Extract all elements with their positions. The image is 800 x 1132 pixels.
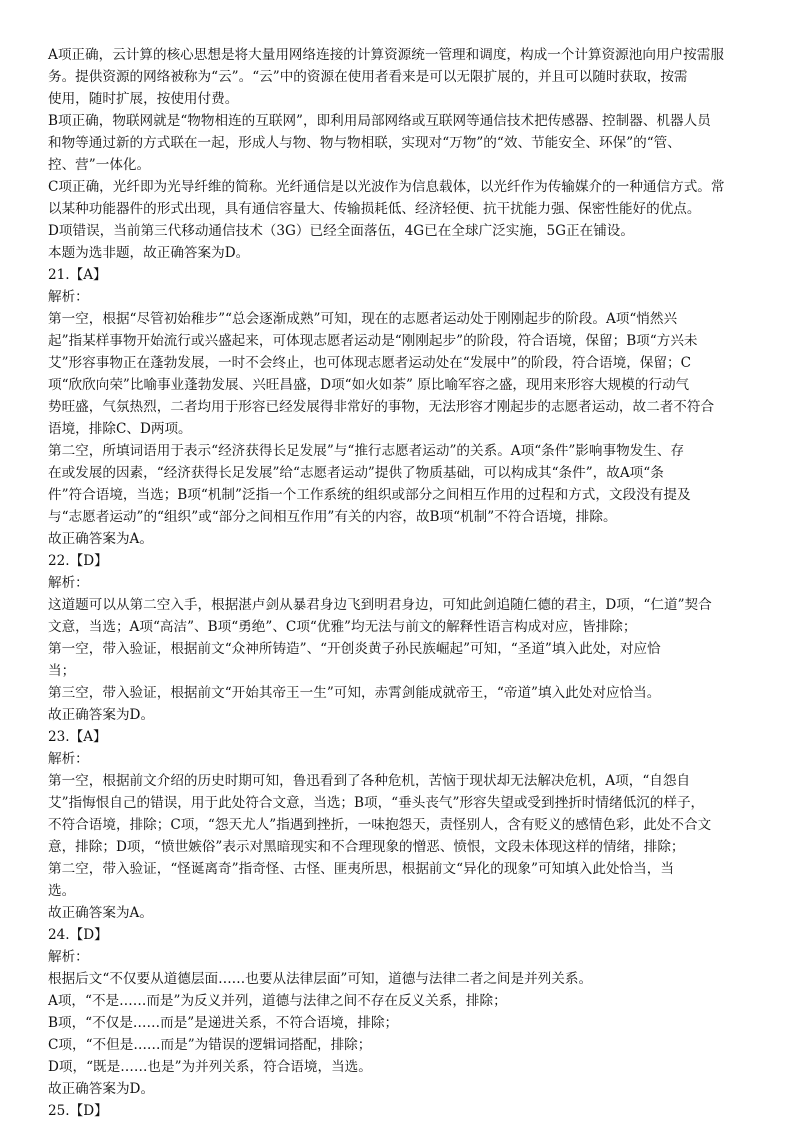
text-line: 第二空，带入验证，“怪诞离奇”指奇怪、古怪、匪夷所思，根据前文“异化的现象”可知填入此处恰当，当 bbox=[48, 861, 674, 877]
text-line: 24.【D】 bbox=[48, 927, 108, 943]
text-line: 23.【A】 bbox=[48, 729, 107, 745]
text-line: 25.【D】 bbox=[48, 1103, 108, 1119]
text-line: 起”指某样事物开始流行或兴盛起来，可体现志愿者运动是“刚刚起步”的阶段，符合语境，保留；B项“方兴未 bbox=[48, 333, 698, 349]
text-line: 本题为选非题，故正确答案为D。 bbox=[48, 245, 250, 261]
text-line: 第二空，所填词语用于表示“经济获得长足发展”与“推行志愿者运动”的关系。A项“条件”影响事物发生、存 bbox=[48, 443, 685, 459]
text-line: B项，“不仅是……而是”是递进关系，不符合语境，排除； bbox=[48, 1015, 399, 1031]
text-line: 件”符合语境，当选；B项“机制”泛指一个工作系统的组织或部分之间相互作用的过程和方式，文段没有提及 bbox=[48, 487, 691, 503]
text-line: 在或发展的因素，“经济获得长足发展”给“志愿者运动”提供了物质基础，可以构成其“条件”，故A项“条 bbox=[48, 465, 664, 481]
text-line: 第一空，根据“尽管初始稚步”“总会逐渐成熟”可知，现在的志愿者运动处于刚刚起步的阶段。A项“悄然兴 bbox=[48, 311, 678, 327]
text-line: C项，“不但是……而是”为错误的逻辑词搭配，排除； bbox=[48, 1037, 372, 1053]
text-line: 语境，排除C、D两项。 bbox=[48, 421, 192, 437]
text-line: 势旺盛，气氛热烈，二者均用于形容已经发展得非常好的事物，无法形容才刚起步的志愿者运动，故二者不符合 bbox=[48, 399, 715, 415]
text-line: A项，“不是……而是”为反义并列，道德与法律之间不存在反义关系，排除； bbox=[48, 993, 507, 1009]
text-line: 22.【D】 bbox=[48, 553, 108, 569]
text-line: 项“欣欣向荣”比喻事业蓬勃发展、兴旺昌盛，D项“如火如荼” 原比喻军容之盛，现用来形容大规模的行动气 bbox=[48, 377, 690, 393]
text-line: 控、营”一体化。 bbox=[48, 157, 151, 173]
text-line: 不符合语境，排除；C项，“怨天尤人”指遇到挫折，一味抱怨天，责怪别人，含有贬义的感情色彩，此处不合文 bbox=[48, 817, 712, 833]
text-line: C项正确，光纤即为光导纤维的简称。光纤通信是以光波作为信息载体，以光纤作为传输媒介的一种通信方式。常 bbox=[48, 179, 725, 195]
text-line: 第一空，根据前文介绍的历史时期可知，鲁迅看到了各种危机，苦恼于现状却无法解决危机，A项，“自怨自 bbox=[48, 773, 691, 789]
text-line: 解析： bbox=[48, 949, 89, 965]
text-line: 使用，随时扩展，按使用付费。 bbox=[48, 91, 239, 107]
text-line: 解析： bbox=[48, 575, 89, 591]
text-line: 与“志愿者运动”的“组织”或“部分之间相互作用”有关的内容，故B项“机制”不符合语境，排除。 bbox=[48, 509, 617, 525]
text-line: 艾”指悔恨自己的错误，用于此处符合文意，当选；B项，“垂头丧气”形容失望或受到挫折时情绪低沉的样子， bbox=[48, 795, 705, 811]
text-line: 根据后文“不仅要从道德层面……也要从法律层面”可知，道德与法律二者之间是并列关系。 bbox=[48, 971, 593, 987]
text-line: 故正确答案为D。 bbox=[48, 707, 155, 723]
text-line: A项正确，云计算的核心思想是将大量用网络连接的计算资源统一管理和调度，构成一个计算资源池向用户按需服 bbox=[48, 47, 724, 63]
text-line: D项错误，当前第三代移动通信技术（3G）已经全面落伍，4G已在全球广泛实施，5G正在铺设。 bbox=[48, 223, 634, 239]
text-line: 解析： bbox=[48, 751, 89, 767]
text-line: 故正确答案为A。 bbox=[48, 531, 153, 547]
text-line: 以某种功能器件的形式出现，具有通信容量大、传输损耗低、经济轻便、抗干扰能力强、保密性能好的优点。 bbox=[48, 201, 701, 217]
text-line: 文意，当选；A项“高洁”、B项“勇绝”、C项“优雅”均无法与前文的解释性语言构成对应，皆排除； bbox=[48, 619, 637, 635]
text-line: 解析： bbox=[48, 289, 89, 305]
text-line: 意，排除；D项，“愤世嫉俗”表示对黑暗现实和不合理现象的憎恶、愤恨，文段未体现这样的情绪，排除； bbox=[48, 839, 685, 855]
text-line: 故正确答案为D。 bbox=[48, 1081, 155, 1097]
text-line: 第一空，带入验证，根据前文“众神所铸造”、“开创炎黄子孙民族崛起”可知，“圣道”填入此处，对应恰 bbox=[48, 641, 661, 657]
text-line: 艾”形容事物正在蓬勃发展，一时不会终止，也可体现志愿者运动处在“发展中”的阶段，符合语境，保留；C bbox=[48, 355, 691, 371]
text-line: 选。 bbox=[48, 883, 76, 899]
text-line: 第三空，带入验证，根据前文“开始其帝王一生”可知，赤霄剑能成就帝王，“帝道”填入此处对应恰当。 bbox=[48, 685, 661, 701]
text-line: D项，“既是……也是”为并列关系，符合语境，当选。 bbox=[48, 1059, 372, 1075]
text-line: 和物等通过新的方式联在一起，形成人与物、物与物相联，实现对“万物”的“效、节能安全、环保”的“管、 bbox=[48, 135, 681, 151]
text-line: 务。提供资源的网络被称为“云”。“云”中的资源在使用者看来是可以无限扩展的，并且可以随时获取，按需 bbox=[48, 69, 688, 85]
text-line: 21.【A】 bbox=[48, 267, 107, 283]
text-line: B项正确，物联网就是“物物相连的互联网”，即利用局部网络或互联网等通信技术把传感器、控制器、机器人员 bbox=[48, 113, 711, 129]
text-line: 这道题可以从第二空入手，根据湛卢剑从暴君身边飞到明君身边，可知此剑追随仁德的君主，D项，“仁道”契合 bbox=[48, 597, 712, 613]
text-line: 当； bbox=[48, 663, 76, 679]
text-line: 故正确答案为A。 bbox=[48, 905, 153, 921]
